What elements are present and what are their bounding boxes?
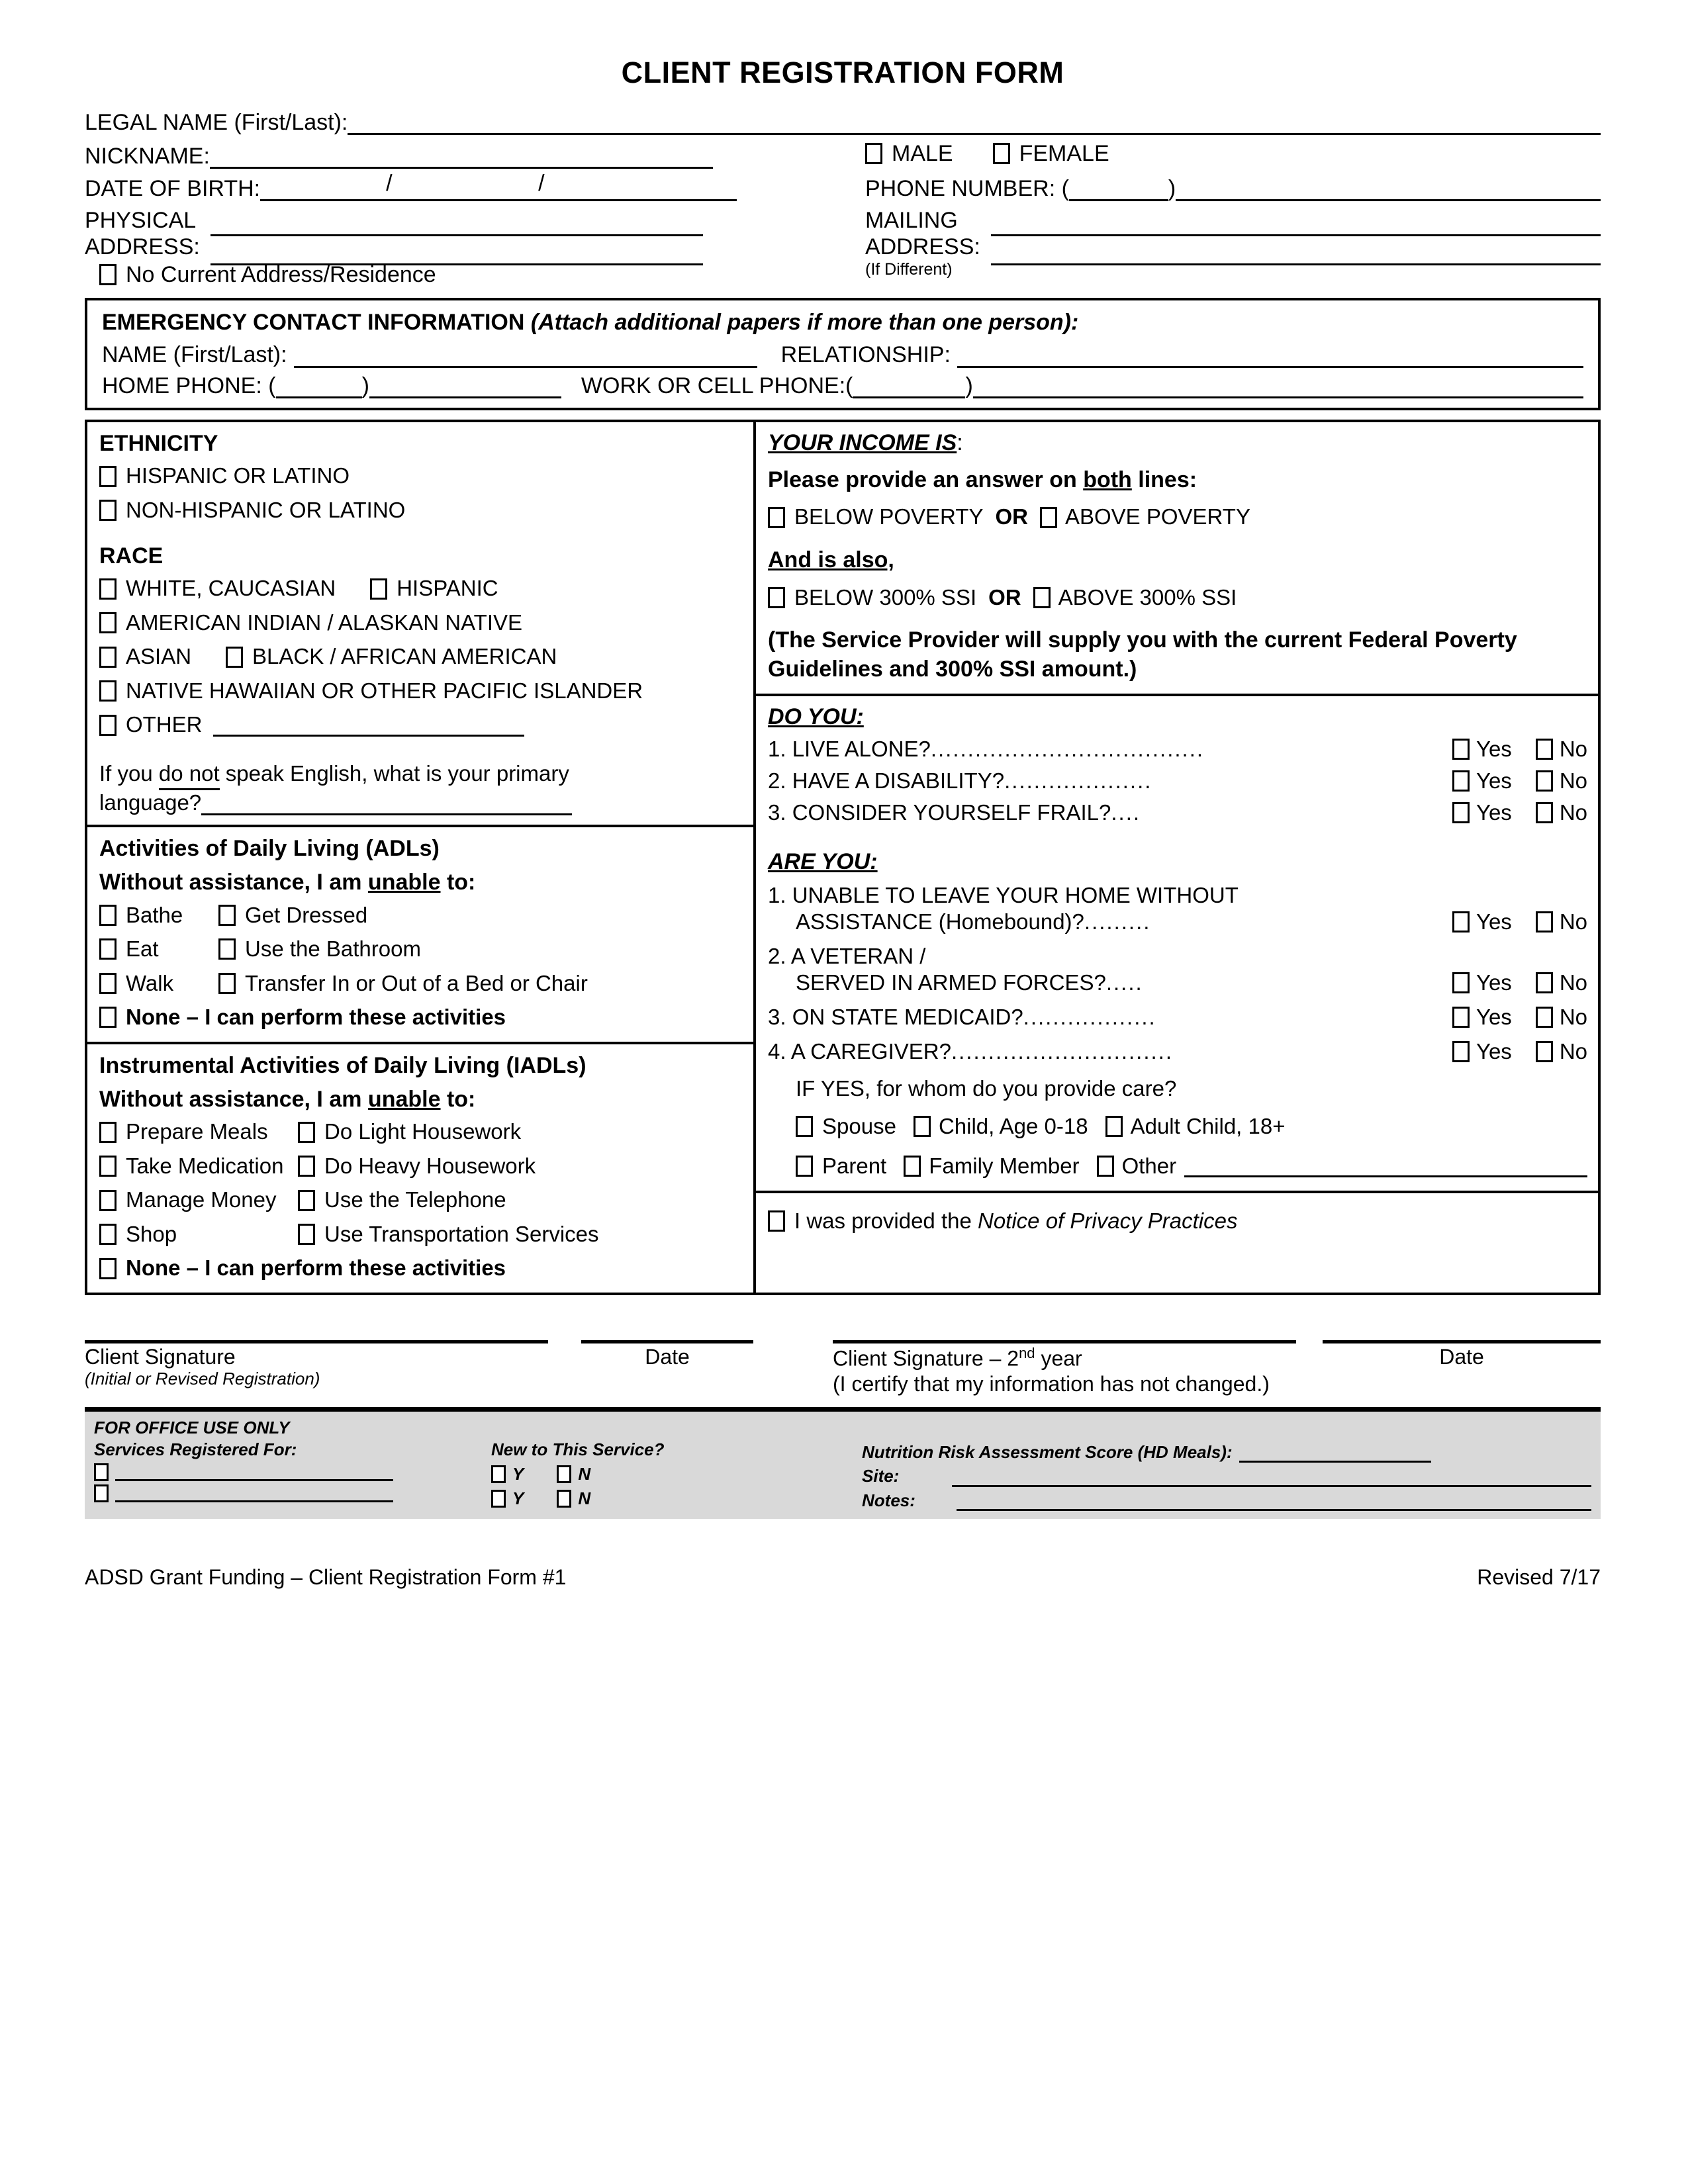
dob-slash-1: / bbox=[386, 171, 393, 197]
do-you-q3-dots: .... bbox=[1111, 799, 1141, 825]
footer-right: Revised 7/17 bbox=[1477, 1565, 1601, 1590]
client-signature-label: Client Signature bbox=[85, 1345, 236, 1369]
income-section bbox=[756, 422, 1598, 696]
caregiver-adult-child-label: Adult Child, 18+ bbox=[1130, 1113, 1286, 1138]
are-you-question-1 bbox=[768, 909, 1587, 934]
do-you-q3-no-label: No bbox=[1559, 799, 1587, 825]
adl-get-dressed-checkbox[interactable] bbox=[218, 905, 236, 926]
are-you-q2-no-checkbox[interactable] bbox=[1536, 972, 1553, 993]
ethnicity-non-hispanic-checkbox[interactable] bbox=[99, 500, 117, 521]
primary-language-label: language? bbox=[99, 790, 202, 815]
dob-phone-row bbox=[85, 171, 1601, 202]
adl-heading: Activities of Daily Living (ADLs) bbox=[99, 835, 440, 861]
no-address-checkbox[interactable] bbox=[99, 264, 117, 285]
race-hispanic-checkbox[interactable] bbox=[370, 578, 387, 600]
race-white-label: WHITE, CAUCASIAN bbox=[126, 576, 336, 601]
physical-address-label: PHYSICAL ADDRESS: bbox=[85, 208, 200, 260]
office-service-1-checkbox[interactable] bbox=[94, 1463, 109, 1481]
caregiver-other-input[interactable] bbox=[1184, 1155, 1587, 1177]
office-services-label: Services Registered For: bbox=[94, 1439, 297, 1459]
above-ssi-label: ABOVE 300% SSI bbox=[1058, 584, 1237, 610]
adl-row-3 bbox=[99, 969, 743, 999]
primary-language-input[interactable] bbox=[201, 792, 572, 815]
iadl-shop-label: Shop bbox=[126, 1221, 177, 1246]
race-hispanic-label: HISPANIC bbox=[397, 576, 498, 601]
income-heading: YOUR INCOME IS: bbox=[768, 430, 963, 455]
race-heading: RACE bbox=[99, 543, 164, 569]
client-signature-block bbox=[85, 1340, 548, 1396]
adl-row-1 bbox=[99, 901, 743, 931]
are-you-q1-line1: 1. UNABLE TO LEAVE YOUR HOME WITHOUT bbox=[768, 882, 1239, 907]
adl-section bbox=[87, 827, 753, 1044]
race-row-3 bbox=[99, 642, 743, 672]
office-new-service-row-2 bbox=[491, 1488, 862, 1509]
office-new-1-yes-label: Y bbox=[512, 1464, 524, 1484]
emergency-work-phone-input[interactable] bbox=[973, 373, 1583, 398]
do-you-q3-yes-label: Yes bbox=[1476, 799, 1512, 825]
caregiver-parent-checkbox[interactable] bbox=[796, 1156, 813, 1177]
do-you-q3-text: 3. CONSIDER YOURSELF FRAIL? bbox=[768, 799, 1111, 825]
date-2-label: Date bbox=[1439, 1345, 1484, 1369]
ethnicity-non-hispanic-label: NON-HISPANIC OR LATINO bbox=[126, 497, 406, 522]
race-white-checkbox[interactable] bbox=[99, 578, 117, 600]
iadl-prepare-meals-label: Prepare Meals bbox=[126, 1119, 268, 1144]
caregiver-parent-label: Parent bbox=[822, 1154, 887, 1179]
race-asian-checkbox[interactable] bbox=[99, 647, 117, 668]
female-checkbox[interactable] bbox=[993, 143, 1010, 164]
caregiver-child-checkbox[interactable] bbox=[914, 1116, 931, 1137]
office-site-label: Site: bbox=[862, 1466, 900, 1486]
office-service-row-2 bbox=[94, 1484, 491, 1502]
iadl-none-label: None – I can perform these activities bbox=[126, 1255, 506, 1281]
are-you-q2-dots: ..... bbox=[1105, 970, 1143, 995]
emergency-contact-section bbox=[85, 298, 1601, 410]
are-you-q1-dots: ......... bbox=[1084, 909, 1151, 934]
iadl-take-medication-label: Take Medication bbox=[126, 1153, 284, 1178]
iadl-use-telephone-checkbox[interactable] bbox=[298, 1190, 315, 1211]
adl-subheading: Without assistance, I am unable to: bbox=[99, 869, 476, 895]
office-new-2-no-label: N bbox=[578, 1488, 591, 1509]
do-you-q3-no-checkbox[interactable] bbox=[1536, 802, 1553, 823]
caregiver-row-1 bbox=[768, 1112, 1587, 1142]
office-nutrition-column bbox=[862, 1417, 1591, 1511]
are-you-question-2 bbox=[768, 970, 1587, 995]
income-and-also: And is also, bbox=[768, 547, 894, 572]
page-footer bbox=[85, 1565, 1601, 1590]
page-title: CLIENT REGISTRATION FORM bbox=[621, 56, 1064, 89]
office-new-1-yes-checkbox[interactable] bbox=[491, 1465, 506, 1483]
are-you-question-3 bbox=[768, 1005, 1587, 1030]
privacy-row bbox=[768, 1206, 1587, 1236]
iadl-transportation-checkbox[interactable] bbox=[298, 1224, 315, 1245]
income-ssi-row bbox=[768, 583, 1587, 613]
iadl-row-1 bbox=[99, 1117, 743, 1147]
emergency-work-phone-label: WORK OR CELL PHONE:( bbox=[581, 373, 853, 398]
mailing-address-note: (If Different) bbox=[865, 260, 953, 279]
are-you-q3-no-checkbox[interactable] bbox=[1536, 1007, 1553, 1028]
do-you-q2-dots: .................... bbox=[1004, 768, 1152, 793]
caregiver-spouse-checkbox[interactable] bbox=[796, 1116, 813, 1137]
privacy-notice-checkbox[interactable] bbox=[768, 1210, 785, 1232]
are-you-q4-no-checkbox[interactable] bbox=[1536, 1041, 1553, 1062]
client-signature-2-sub: (I certify that my information has not changed.) bbox=[833, 1372, 1270, 1396]
are-you-q2-text: SERVED IN ARMED FORCES? bbox=[796, 970, 1106, 995]
client-signature-sub: (Initial or Revised Registration) bbox=[85, 1368, 320, 1388]
legal-name-label: LEGAL NAME (First/Last): bbox=[85, 110, 348, 135]
iadl-none-checkbox[interactable] bbox=[99, 1258, 117, 1279]
phone-label: PHONE NUMBER: ( bbox=[865, 176, 1069, 202]
are-you-q3-dots: .................. bbox=[1023, 1004, 1156, 1029]
nickname-label: NICKNAME: bbox=[85, 144, 210, 169]
caregiver-if-yes-text: IF YES, for whom do you provide care? bbox=[796, 1075, 1177, 1101]
iadl-use-telephone-label: Use the Telephone bbox=[324, 1187, 506, 1212]
office-notes-input[interactable] bbox=[957, 1492, 1591, 1511]
office-nutrition-label: Nutrition Risk Assessment Score (HD Meals): bbox=[862, 1441, 1233, 1462]
primary-language-answer-row bbox=[99, 790, 743, 815]
are-you-q4-text: 4. A CAREGIVER? bbox=[768, 1038, 951, 1064]
above-poverty-checkbox[interactable] bbox=[1040, 507, 1057, 528]
are-you-q3-yes-checkbox[interactable] bbox=[1452, 1007, 1470, 1028]
iadl-light-housework-checkbox[interactable] bbox=[298, 1122, 315, 1143]
caregiver-family-member-checkbox[interactable] bbox=[904, 1156, 921, 1177]
phone-close-paren: ) bbox=[1168, 176, 1176, 202]
privacy-section bbox=[756, 1193, 1598, 1251]
do-you-question-1 bbox=[768, 737, 1587, 762]
date-1-label: Date bbox=[645, 1345, 690, 1369]
emergency-home-close-paren: ) bbox=[361, 373, 369, 398]
iadl-row-none bbox=[99, 1253, 743, 1283]
office-notes-row bbox=[862, 1490, 1591, 1512]
legal-name-input[interactable] bbox=[348, 110, 1601, 135]
physical-address-line-2[interactable] bbox=[211, 236, 703, 265]
iadl-light-housework-label: Do Light Housework bbox=[324, 1119, 522, 1144]
adl-bathe-checkbox[interactable] bbox=[99, 905, 117, 926]
iadl-row-4 bbox=[99, 1220, 743, 1250]
iadl-row-2 bbox=[99, 1152, 743, 1181]
race-row-other bbox=[99, 710, 743, 740]
do-you-q1-yes-checkbox[interactable] bbox=[1452, 739, 1470, 760]
ethnicity-hispanic-label: HISPANIC OR LATINO bbox=[126, 463, 350, 488]
emergency-name-input[interactable] bbox=[294, 343, 757, 368]
caregiver-family-member-label: Family Member bbox=[929, 1154, 1080, 1179]
male-label: MALE bbox=[892, 141, 953, 167]
dob-label: DATE OF BIRTH: bbox=[85, 176, 261, 202]
iadl-row-3 bbox=[99, 1185, 743, 1215]
iadl-subheading: Without assistance, I am unable to: bbox=[99, 1086, 476, 1112]
office-use-section bbox=[85, 1407, 1601, 1519]
phone-area-code-input[interactable] bbox=[1069, 175, 1168, 201]
iadl-prepare-meals-checkbox[interactable] bbox=[99, 1122, 117, 1143]
ethnicity-hispanic-checkbox[interactable] bbox=[99, 466, 117, 487]
are-you-heading: ARE YOU: bbox=[768, 848, 878, 874]
are-you-q1-text: ASSISTANCE (Homebound)? bbox=[796, 909, 1084, 934]
ethnicity-option-hispanic[interactable] bbox=[99, 461, 743, 491]
do-you-q1-yes-label: Yes bbox=[1476, 736, 1512, 761]
emergency-name-row bbox=[102, 342, 1583, 367]
above-ssi-checkbox[interactable] bbox=[1033, 587, 1051, 608]
caregiver-spouse-label: Spouse bbox=[822, 1113, 896, 1138]
are-you-q4-dots: .............................. bbox=[951, 1038, 1174, 1064]
are-you-q2-yes-checkbox[interactable] bbox=[1452, 972, 1470, 993]
office-heading: FOR OFFICE USE ONLY bbox=[94, 1418, 290, 1438]
do-you-q2-yes-label: Yes bbox=[1476, 768, 1512, 793]
race-american-indian-label: AMERICAN INDIAN / ALASKAN NATIVE bbox=[126, 610, 523, 635]
income-or-1: OR bbox=[995, 504, 1028, 529]
race-other-checkbox[interactable] bbox=[99, 715, 117, 736]
male-checkbox[interactable] bbox=[865, 143, 882, 164]
office-nutrition-row bbox=[862, 1441, 1591, 1463]
phone-number-input[interactable] bbox=[1176, 176, 1601, 201]
footer-left: ADSD Grant Funding – Client Registration Form #1 bbox=[85, 1565, 567, 1590]
adl-get-dressed-label: Get Dressed bbox=[245, 902, 368, 927]
iadl-take-medication-checkbox[interactable] bbox=[99, 1156, 117, 1177]
iadl-section bbox=[87, 1044, 753, 1293]
below-poverty-checkbox[interactable] bbox=[768, 507, 785, 528]
dob-slash-2: / bbox=[538, 171, 545, 197]
do-you-q2-no-label: No bbox=[1559, 768, 1587, 793]
do-you-q2-yes-checkbox[interactable] bbox=[1452, 770, 1470, 792]
do-you-q2-text: 2. HAVE A DISABILITY? bbox=[768, 768, 1005, 793]
emergency-work-close-paren: ) bbox=[965, 373, 973, 398]
mailing-address-label: MAILING ADDRESS: (If Different) bbox=[865, 208, 980, 279]
no-address-label: No Current Address/Residence bbox=[126, 262, 436, 288]
emergency-title: EMERGENCY CONTACT INFORMATION (Attach additional papers if more than one person): bbox=[102, 310, 1079, 336]
emergency-name-label: NAME (First/Last): bbox=[102, 342, 287, 368]
iadl-heavy-housework-checkbox[interactable] bbox=[298, 1156, 315, 1177]
do-you-q3-yes-checkbox[interactable] bbox=[1452, 802, 1470, 823]
iadl-heavy-housework-label: Do Heavy Housework bbox=[324, 1153, 536, 1178]
do-you-heading: DO YOU: bbox=[768, 704, 864, 729]
race-black-checkbox[interactable] bbox=[226, 647, 243, 668]
caregiver-adult-child-checkbox[interactable] bbox=[1105, 1116, 1123, 1137]
office-nutrition-input[interactable] bbox=[1239, 1444, 1431, 1463]
race-native-hawaiian-checkbox[interactable] bbox=[99, 680, 117, 702]
ethnicity-option-non-hispanic[interactable] bbox=[99, 496, 743, 525]
income-note: (The Service Provider will supply you with the current Federal Poverty Guidelines and 300% SSI amount.) bbox=[768, 627, 1517, 682]
header-block bbox=[85, 110, 1601, 287]
office-services-column bbox=[94, 1417, 491, 1511]
adl-walk-label: Walk bbox=[126, 970, 174, 995]
emergency-home-area-input[interactable] bbox=[276, 373, 362, 398]
caregiver-other-checkbox[interactable] bbox=[1097, 1156, 1114, 1177]
dob-input[interactable] bbox=[260, 171, 737, 201]
race-other-label: OTHER bbox=[126, 712, 203, 737]
iadl-transportation-label: Use Transportation Services bbox=[324, 1221, 599, 1246]
legal-name-row bbox=[85, 110, 1601, 135]
office-new-service-label: New to This Service? bbox=[491, 1439, 665, 1459]
female-label: FEMALE bbox=[1019, 141, 1109, 167]
race-row-4 bbox=[99, 676, 743, 706]
emergency-phones-row bbox=[102, 373, 1583, 398]
privacy-notice-label: I was provided the Notice of Privacy Practices bbox=[794, 1208, 1238, 1233]
emergency-home-phone-input[interactable] bbox=[369, 373, 561, 398]
ethnicity-heading: ETHNICITY bbox=[99, 430, 218, 456]
office-new-1-no-label: N bbox=[578, 1464, 591, 1484]
client-signature-2-block bbox=[833, 1340, 1296, 1396]
emergency-home-phone-label: HOME PHONE: ( bbox=[102, 373, 276, 398]
iadl-shop-checkbox[interactable] bbox=[99, 1224, 117, 1245]
office-new-service-column bbox=[491, 1417, 862, 1511]
client-signature-2-label: Client Signature – 2nd year bbox=[833, 1345, 1082, 1371]
adl-walk-checkbox[interactable] bbox=[99, 973, 117, 994]
nickname-input[interactable] bbox=[210, 144, 713, 169]
office-new-service-row-1 bbox=[491, 1464, 862, 1484]
are-you-q1-no-label: No bbox=[1559, 909, 1587, 934]
adl-eat-checkbox[interactable] bbox=[99, 938, 117, 960]
are-you-q1-yes-checkbox[interactable] bbox=[1452, 911, 1470, 933]
caregiver-row-2 bbox=[768, 1152, 1587, 1181]
do-you-q2-no-checkbox[interactable] bbox=[1536, 770, 1553, 792]
race-other-input[interactable] bbox=[213, 714, 524, 737]
office-site-row bbox=[862, 1465, 1591, 1487]
below-ssi-checkbox[interactable] bbox=[768, 587, 785, 608]
are-you-q2-no-label: No bbox=[1559, 970, 1587, 995]
office-service-2-checkbox[interactable] bbox=[94, 1484, 109, 1502]
adl-bathe-label: Bathe bbox=[126, 902, 183, 927]
emergency-relationship-label: RELATIONSHIP: bbox=[780, 342, 951, 368]
do-you-section bbox=[756, 696, 1598, 1193]
are-you-q4-yes-label: Yes bbox=[1476, 1038, 1512, 1064]
emergency-relationship-input[interactable] bbox=[957, 343, 1583, 368]
office-notes-label: Notes: bbox=[862, 1490, 915, 1510]
main-right-column bbox=[756, 422, 1598, 1293]
office-service-2-input[interactable] bbox=[115, 1484, 393, 1502]
income-poverty-row bbox=[768, 502, 1587, 532]
adl-eat-label: Eat bbox=[126, 936, 159, 962]
adl-row-2 bbox=[99, 934, 743, 964]
office-new-2-no-checkbox[interactable] bbox=[557, 1490, 571, 1508]
do-you-question-3 bbox=[768, 800, 1587, 825]
office-new-2-yes-checkbox[interactable] bbox=[491, 1490, 506, 1508]
are-you-q4-yes-checkbox[interactable] bbox=[1452, 1041, 1470, 1062]
office-new-1-no-checkbox[interactable] bbox=[557, 1465, 571, 1483]
form-page bbox=[85, 0, 1601, 1590]
signature-section bbox=[85, 1340, 1601, 1396]
do-you-question-2 bbox=[768, 768, 1587, 794]
mailing-address-line-1[interactable] bbox=[991, 207, 1601, 236]
caregiver-child-label: Child, Age 0-18 bbox=[938, 1113, 1088, 1138]
office-new-2-yes-label: Y bbox=[512, 1488, 524, 1509]
adl-transfer-checkbox[interactable] bbox=[218, 973, 236, 994]
above-poverty-label: ABOVE POVERTY bbox=[1064, 504, 1250, 529]
do-you-q1-dots: ..................................... bbox=[930, 736, 1205, 761]
date-2-block bbox=[1323, 1340, 1601, 1396]
below-poverty-label: BELOW POVERTY bbox=[794, 504, 984, 529]
primary-language-question: If you do not speak English, what is your primary bbox=[99, 760, 743, 790]
race-asian-label: ASIAN bbox=[126, 644, 192, 669]
race-black-label: BLACK / AFRICAN AMERICAN bbox=[252, 644, 557, 669]
adl-transfer-label: Transfer In or Out of a Bed or Chair bbox=[245, 970, 588, 995]
race-native-hawaiian-label: NATIVE HAWAIIAN OR OTHER PACIFIC ISLANDER bbox=[126, 678, 643, 703]
iadl-manage-money-checkbox[interactable] bbox=[99, 1190, 117, 1211]
iadl-heading: Instrumental Activities of Daily Living (IADLs) bbox=[99, 1052, 586, 1078]
office-service-1-input[interactable] bbox=[115, 1463, 393, 1481]
income-or-2: OR bbox=[988, 584, 1021, 610]
ethnicity-race-section bbox=[87, 422, 753, 827]
main-grid bbox=[85, 420, 1601, 1295]
adl-none-checkbox[interactable] bbox=[99, 1007, 117, 1028]
emergency-work-area-input[interactable] bbox=[853, 373, 965, 398]
office-service-row-1 bbox=[94, 1463, 491, 1481]
office-site-input[interactable] bbox=[952, 1469, 1591, 1487]
nickname-gender-row bbox=[85, 141, 1601, 169]
physical-address-line-1[interactable] bbox=[211, 207, 703, 236]
adl-row-none bbox=[99, 1003, 743, 1032]
mailing-address-line-2[interactable] bbox=[991, 236, 1601, 265]
do-you-q1-text: 1. LIVE ALONE? bbox=[768, 736, 931, 761]
race-row-2 bbox=[99, 608, 743, 638]
are-you-q1-no-checkbox[interactable] bbox=[1536, 911, 1553, 933]
caregiver-other-label: Other bbox=[1121, 1154, 1177, 1179]
are-you-q2-yes-label: Yes bbox=[1476, 970, 1512, 995]
adl-use-bathroom-label: Use the Bathroom bbox=[245, 936, 421, 962]
main-left-column bbox=[87, 422, 756, 1293]
iadl-manage-money-label: Manage Money bbox=[126, 1187, 277, 1212]
race-row-1 bbox=[99, 574, 743, 604]
are-you-q3-no-label: No bbox=[1559, 1004, 1587, 1029]
do-you-q1-no-label: No bbox=[1559, 736, 1587, 761]
do-you-q1-no-checkbox[interactable] bbox=[1536, 739, 1553, 760]
are-you-question-4 bbox=[768, 1039, 1587, 1064]
race-american-indian-checkbox[interactable] bbox=[99, 612, 117, 633]
are-you-q3-yes-label: Yes bbox=[1476, 1004, 1512, 1029]
date-1-block bbox=[581, 1340, 753, 1396]
below-ssi-label: BELOW 300% SSI bbox=[794, 584, 977, 610]
income-instruction: Please provide an answer on both lines: bbox=[768, 467, 1197, 492]
adl-use-bathroom-checkbox[interactable] bbox=[218, 938, 236, 960]
are-you-q3-text: 3. ON STATE MEDICAID? bbox=[768, 1004, 1023, 1029]
are-you-q1-yes-label: Yes bbox=[1476, 909, 1512, 934]
adl-none-label: None – I can perform these activities bbox=[126, 1005, 506, 1030]
are-you-q2-line1: 2. A VETERAN / bbox=[768, 943, 926, 968]
are-you-q4-no-label: No bbox=[1559, 1038, 1587, 1064]
